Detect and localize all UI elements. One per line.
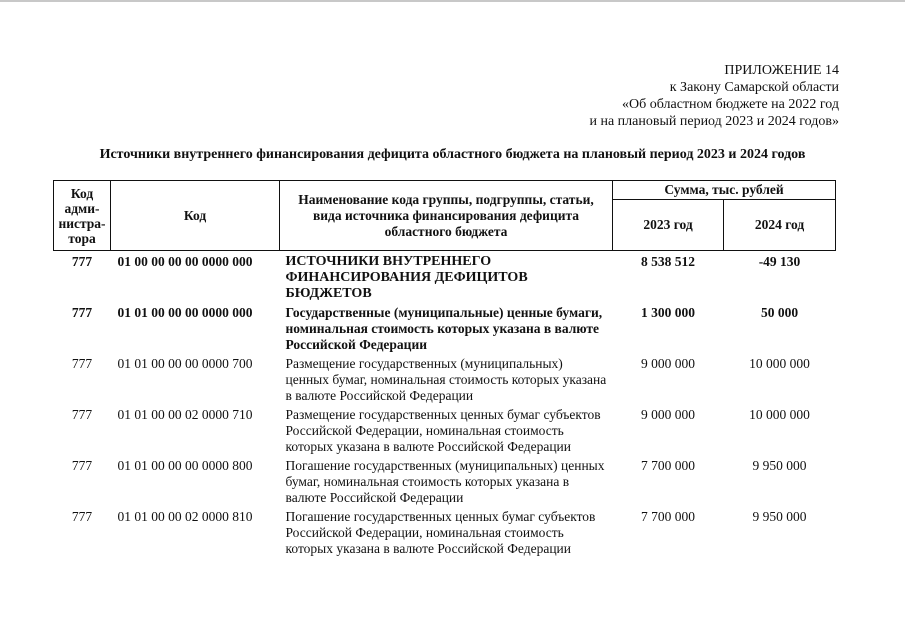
- document-title: Источники внутреннего финансирования дефицита областного бюджета на плановый период 2023 и 2024 годов: [99, 147, 806, 162]
- cell-admin: 777: [71, 254, 93, 269]
- cell-code: 01 01 00 00 00 0000 700: [117, 356, 253, 371]
- cell-code: 01 01 00 00 02 0000 710: [117, 407, 253, 422]
- cell-name: ИСТОЧНИКИ ВНУТРЕННЕГО ФИНАНСИРОВАНИЯ ДЕФИЦИТОВ БЮДЖЕТОВ: [285, 254, 528, 301]
- cell-2024: -49 130: [758, 254, 801, 269]
- financing-sources-table: [53, 180, 836, 559]
- appendix-law-title: «Об областном бюджете на 2022 год: [622, 97, 839, 112]
- table-row: [54, 508, 836, 559]
- cell-code: 01 00 00 00 00 0000 000: [117, 254, 253, 269]
- cell-name: Погашение государственных ценных бумаг субъектов Российской Федерации, номинальная стоимость которых указана в валюте Российской Федерации: [285, 509, 596, 556]
- cell-2023: 9 000 000: [641, 356, 695, 371]
- cell-2023: 7 700 000: [641, 509, 695, 524]
- cell-admin: 777: [71, 305, 93, 320]
- table-row: [54, 304, 836, 355]
- cell-2023: 1 300 000: [641, 305, 695, 320]
- cell-2024: 9 950 000: [752, 458, 807, 473]
- table-row: [54, 406, 836, 457]
- cell-code: 01 01 00 00 00 0000 800: [117, 458, 253, 473]
- page-top-edge: [0, 0, 905, 2]
- cell-name: Размещение государственных (муниципальных) ценных бумаг, номинальная стоимость которых указана в валюте Российской Федерации: [285, 356, 607, 403]
- appendix-law: к Закону Самарской области: [669, 80, 839, 95]
- table-row: [54, 251, 836, 305]
- cell-admin: 777: [71, 407, 93, 422]
- cell-code: 01 01 00 00 00 0000 000: [117, 305, 253, 320]
- header-admin-code: Код адми- нистра- тора: [54, 181, 111, 251]
- appendix-law-period: и на плановый период 2023 и 2024 годов»: [589, 114, 839, 129]
- cell-2024: 10 000 000: [749, 356, 810, 371]
- appendix-number: ПРИЛОЖЕНИЕ 14: [724, 63, 839, 78]
- cell-name: Погашение государственных (муниципальных) ценных бумаг, номинальная стоимость которых указана в валюте Российской Федерации: [285, 458, 605, 505]
- cell-admin: 777: [71, 509, 93, 524]
- header-year-2023: 2023 год: [613, 200, 724, 251]
- cell-code: 01 01 00 00 02 0000 810: [117, 509, 253, 524]
- header-code: Код: [111, 181, 280, 251]
- cell-name: Государственные (муниципальные) ценные бумаги, номинальная стоимость которых указана в валюте Российской Федерации: [285, 305, 603, 352]
- cell-admin: 777: [71, 458, 93, 473]
- cell-2024: 10 000 000: [749, 407, 810, 422]
- appendix-header: [589, 62, 839, 130]
- cell-2023: 7 700 000: [641, 458, 695, 473]
- cell-2023: 9 000 000: [641, 407, 695, 422]
- cell-admin: 777: [71, 356, 93, 371]
- cell-2023: 8 538 512: [641, 254, 695, 269]
- table-row: [54, 355, 836, 406]
- header-sum: Сумма, тыс. рублей: [613, 181, 836, 200]
- header-name: Наименование кода группы, подгруппы, статьи, вида источника финансирования дефицита областного бюджета: [280, 181, 613, 251]
- table-row: [54, 457, 836, 508]
- cell-2024: 9 950 000: [752, 509, 807, 524]
- header-year-2024: 2024 год: [724, 200, 836, 251]
- cell-name: Размещение государственных ценных бумаг субъектов Российской Федерации, номинальная стоимость которых указана в валюте Российской Федерации: [285, 407, 601, 454]
- cell-2024: 50 000: [760, 305, 799, 320]
